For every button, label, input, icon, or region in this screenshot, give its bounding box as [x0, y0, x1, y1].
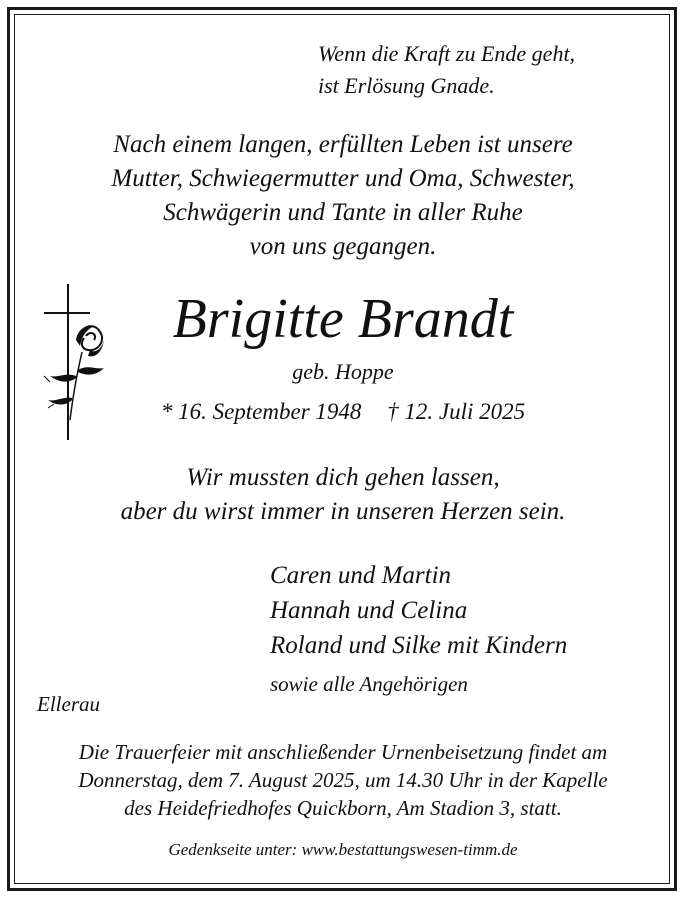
other-relatives: sowie alle Angehörigen [270, 672, 468, 696]
intro-line: von uns gegangen. [249, 233, 437, 260]
place-name: Ellerau [37, 692, 100, 716]
birth-date: * 16. September 1948 [160, 399, 362, 424]
death-date: † 12. Juli 2025 [387, 399, 526, 424]
funeral-line: Die Trauerfeier mit anschließender Urnenbeisetzung findet am [78, 740, 608, 764]
funeral-line: Donnerstag, dem 7. August 2025, um 14.30 Uhr in der Kapelle [78, 768, 608, 792]
quote-line: Wir mussten dich gehen lassen, [186, 464, 500, 491]
intro-line: Mutter, Schwiegermutter und Oma, Schwester, [111, 165, 575, 192]
deceased-name: Brigitte Brandt [172, 288, 514, 350]
family-member: Hannah und Celina [270, 597, 468, 624]
quote-text [24, 461, 662, 529]
family-list [270, 558, 567, 663]
family-member: Caren und Martin [270, 562, 452, 589]
memorial-page-link[interactable]: Gedenkseite unter: www.bestattungswesen-timm.de [168, 840, 518, 859]
birth-name: geb. Hoppe [292, 359, 394, 384]
motto-line: ist Erlösung Gnade. [318, 73, 495, 98]
motto-line: Wenn die Kraft zu Ende geht, [318, 41, 576, 66]
life-dates [24, 397, 662, 427]
family-member: Roland und Silke mit Kindern [270, 632, 568, 659]
intro-line: Nach einem langen, erfüllten Leben ist unsere [113, 131, 573, 158]
quote-line: aber du wirst immer in unseren Herzen sein. [120, 498, 566, 525]
funeral-info [24, 738, 662, 822]
funeral-line: des Heidefriedhofes Quickborn, Am Stadion 3, statt. [124, 796, 562, 820]
motto [318, 38, 575, 102]
intro-line: Schwägerin und Tante in aller Ruhe [163, 199, 523, 226]
intro-text [24, 128, 662, 264]
